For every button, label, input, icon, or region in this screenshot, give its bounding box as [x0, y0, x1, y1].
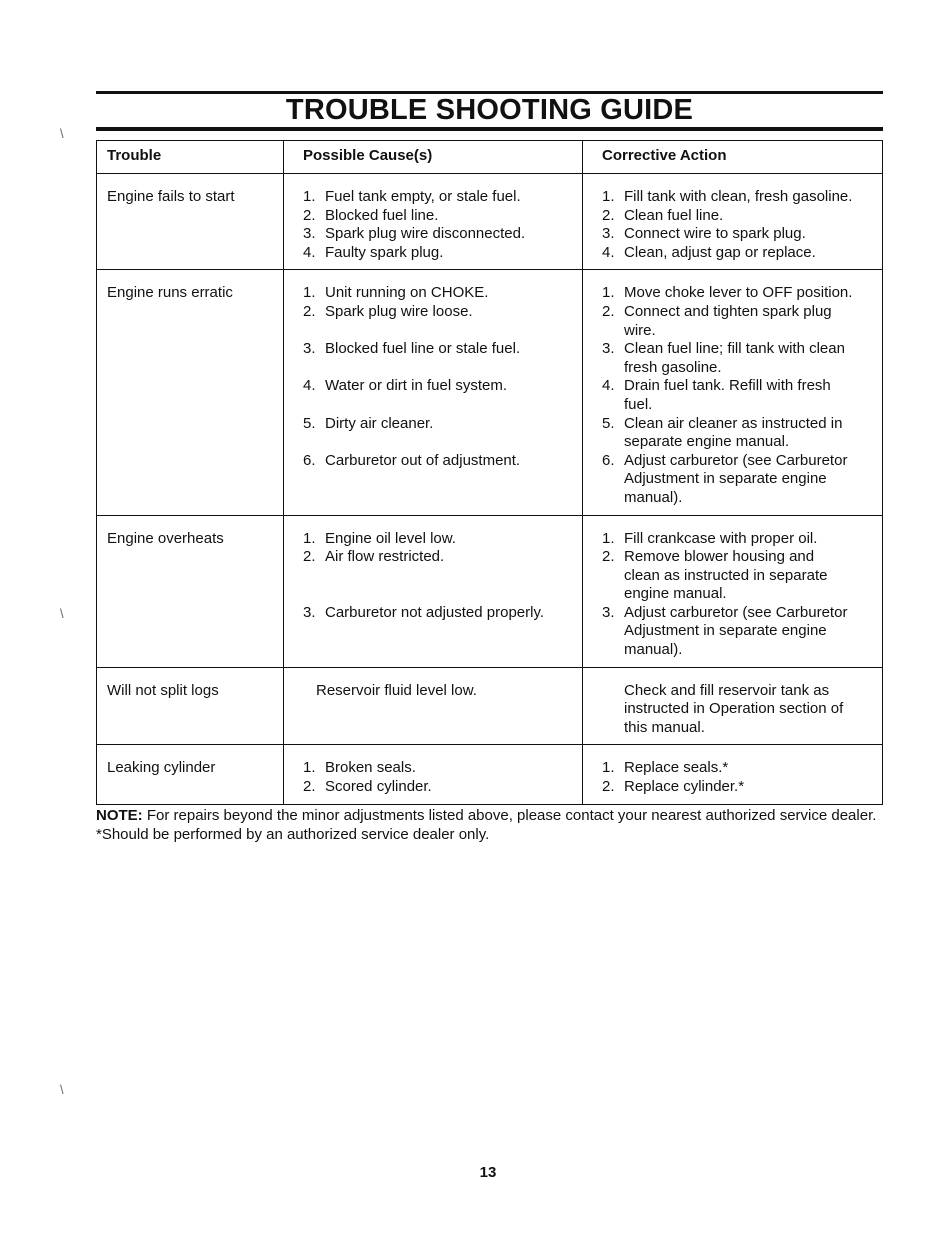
scan-mark: \: [60, 1082, 64, 1097]
causes-cell: [284, 515, 583, 667]
table-row: [97, 270, 883, 515]
page-title: TROUBLE SHOOTING GUIDE: [285, 94, 694, 126]
trouble-cell: Engine fails to start: [97, 174, 284, 270]
actions-cell: [583, 174, 883, 270]
scan-mark: \: [60, 606, 64, 621]
note-block: [96, 807, 883, 844]
list-item: 2. Scored cylinder.: [303, 778, 432, 796]
list-item: 3. Clean fuel line; fill tank with clean fresh gasoline.: [602, 340, 845, 376]
list-item: 2. Blocked fuel line.: [303, 206, 439, 224]
list-item: 4. Clean, adjust gap or replace.: [602, 243, 816, 261]
list-item: 1. Broken seals.: [303, 759, 416, 777]
list-item: 3. Blocked fuel line or stale fuel.: [303, 340, 521, 358]
actions-cell: [583, 270, 883, 515]
table-header-row: [97, 141, 883, 174]
list-item: 1. Replace seals.*: [602, 759, 729, 777]
list-item: 2. Connect and tighten spark plug wire.: [602, 302, 832, 339]
list-item: 1. Unit running on CHOKE.: [303, 284, 489, 302]
list-item: 6. Carburetor out of adjustment.: [303, 451, 521, 469]
list-item: 1. Fill crankcase with proper oil.: [602, 529, 818, 547]
list-item: 2. Replace cylinder.*: [602, 778, 745, 796]
table-row: [97, 174, 883, 270]
list-item: 5. Clean air cleaner as instructed in separate engine manual.: [602, 414, 843, 451]
list-item: 2. Air flow restricted.: [303, 548, 445, 566]
actions-cell: Check and fill reservoir tank as instructed in Operation section of this manual.: [583, 667, 883, 745]
list-item: 3. Carburetor not adjusted properly.: [303, 603, 545, 621]
table-row: [97, 667, 883, 745]
causes-cell: [284, 270, 583, 515]
list-item: 4. Faulty spark plug.: [303, 243, 444, 261]
footnote: *Should be performed by an authorized service dealer only.: [96, 825, 490, 843]
causes-cell: [284, 174, 583, 270]
title-rule-bottom: [96, 127, 883, 131]
trouble-cell: Will not split logs: [97, 667, 284, 745]
header-trouble: Trouble: [97, 141, 284, 174]
list-item: 3. Adjust carburetor (see Carburetor Adjustment in separate engine manual).: [602, 603, 848, 659]
list-item: 4. Drain fuel tank. Refill with fresh fuel.: [602, 377, 831, 413]
trouble-cell: Leaking cylinder: [97, 745, 284, 804]
list-item: 3. Connect wire to spark plug.: [602, 225, 806, 243]
scan-mark: \: [60, 126, 64, 141]
list-item: 1. Fill tank with clean, fresh gasoline.: [602, 188, 853, 205]
list-item: 1. Engine oil level low.: [303, 529, 456, 547]
list-item: 1. Fuel tank empty, or stale fuel.: [303, 188, 521, 205]
list-item: 2. Remove blower housing and clean as instructed in separate engine manual.: [602, 548, 828, 603]
list-item: 5. Dirty air cleaner.: [303, 414, 434, 432]
troubleshooting-table: [96, 140, 883, 805]
note-text: NOTE: For repairs beyond the minor adjustments listed above, please contact your nearest authorized service dealer.: [96, 807, 877, 824]
list-item: 6. Adjust carburetor (see Carburetor Adjustment in separate engine manual).: [602, 451, 848, 506]
list-item: 4. Water or dirt in fuel system.: [303, 377, 507, 395]
trouble-cell: Engine overheats: [97, 515, 284, 667]
header-actions: Corrective Action: [583, 141, 883, 174]
table-row: [97, 515, 883, 667]
list-item: 2. Spark plug wire loose.: [303, 302, 473, 320]
causes-cell: Reservoir fluid level low.: [284, 667, 583, 745]
actions-cell: [583, 515, 883, 667]
header-causes: Possible Cause(s): [284, 141, 583, 174]
actions-cell: [583, 745, 883, 804]
note-label: NOTE:: [96, 807, 143, 824]
causes-cell: [284, 745, 583, 804]
list-item: 3. Spark plug wire disconnected.: [303, 225, 526, 243]
list-item: 2. Clean fuel line.: [602, 206, 724, 224]
page-number: 13: [479, 1164, 497, 1181]
trouble-cell: Engine runs erratic: [97, 270, 284, 515]
list-item: 1. Move choke lever to OFF position.: [602, 284, 853, 302]
table-row: [97, 745, 883, 804]
